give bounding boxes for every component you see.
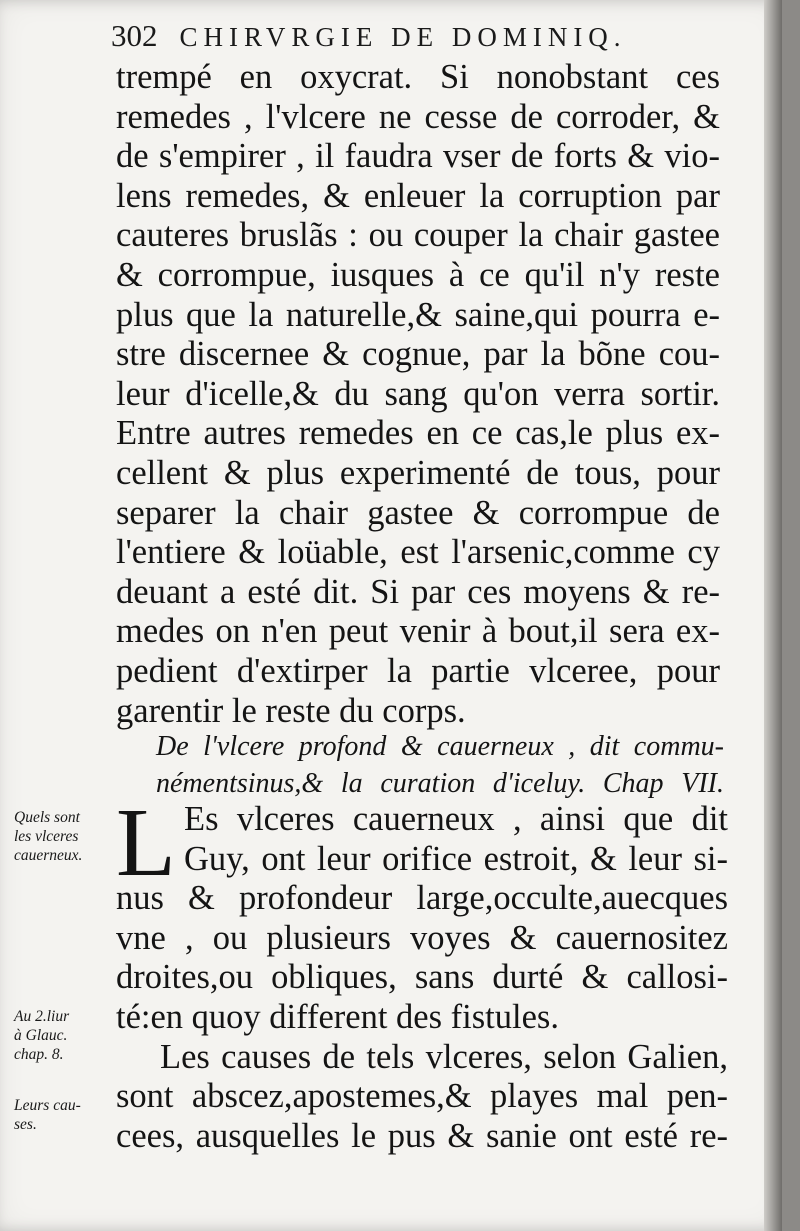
paragraph-1 [116,58,720,731]
running-title: CHIRVRGIE DE DOMINIQ. [179,22,627,52]
margin-note-line: Quels sont [14,809,80,826]
page-header [111,18,627,54]
text-line: sont abscez,apostemes,& playes mal pen- [116,1077,728,1116]
text-line: Les causes de tels vlceres, selon Galien, [160,1037,728,1076]
text-line: & corrompue, iusques à ce qu'il n'y reste [116,255,720,294]
text-line: trempé en oxycrat. Si nonobstant ces [116,58,720,96]
text-line: cauteres bruslãs : ou couper la chair gastee [116,216,720,255]
heading-line: De l'vlcere profond & cauerneux , dit commu- [156,731,724,762]
text-line: garentir le reste du corps. [116,691,466,730]
text-line: remedes , l'vlcere ne cesse de corroder, & [116,97,720,136]
text-line: stre discernee & cognue, par la bõne cou- [116,335,720,374]
paragraph-2 [116,789,728,1156]
drop-capital: L [116,789,176,897]
chapter-heading [156,728,724,802]
text-line: l'entiere & loüable, est l'arsenic,comme cy [116,533,720,572]
text-line: cees, ausquelles le pus & sanie ont esté re- [116,1116,728,1155]
text-line: Entre autres remedes en ce cas,le plus ex- [116,414,720,453]
margin-note-line: cauerneux. [14,847,83,864]
text-line: de s'empirer , il faudra vser de forts & vio- [116,137,720,176]
text-line: deuant a esté dit. Si par ces moyens & re- [116,572,720,611]
text-line: vne , ou plusieurs voyes & cauernositez [116,918,728,957]
margin-note-line: à Glauc. [14,1027,68,1044]
text-line: plus que la naturelle,& saine,qui pourra e- [116,295,720,334]
text-line: separer la chair gastee & corrompue de [116,493,720,532]
text-line: pedient d'extirper la partie vlceree, pour [116,651,720,690]
margin-note-line: chap. 8. [14,1046,64,1063]
text-line: medes on n'en peut venir à bout,il sera ex- [116,612,720,651]
margin-note-line: Au 2.liur [14,1008,70,1025]
margin-note-leurs-causes [14,1096,116,1134]
text-line: nus & profondeur large,occulte,auecques [116,879,728,918]
text-line: té:en quoy different des fistules. [116,997,559,1036]
margin-note-galien-reference [14,1007,116,1064]
text-line: leur d'icelle,& du sang qu'on verra sortir. [116,374,720,413]
text-line: droites,ou obliques, sans durté & callosi- [116,958,728,997]
text-line: lens remedes, & enleuer la corruption par [116,176,720,215]
text-line: Guy, ont leur orifice estroit, & leur si- [184,839,728,878]
text-line: Es vlceres cauerneux , ainsi que dit [184,800,728,838]
margin-note-line: Leurs cau- [14,1097,81,1114]
text-line: cellent & plus experimenté de tous, pour [116,453,720,492]
margin-note-line: ses. [14,1116,37,1133]
margin-note-line: les vlceres [14,828,79,845]
page-number: 302 [111,18,158,53]
heading-line: némentsinus,& la curation d'iceluy. Chap VII. [156,768,724,799]
margin-note-quels-sont [14,808,116,865]
page-edge-shadow [764,0,782,1231]
